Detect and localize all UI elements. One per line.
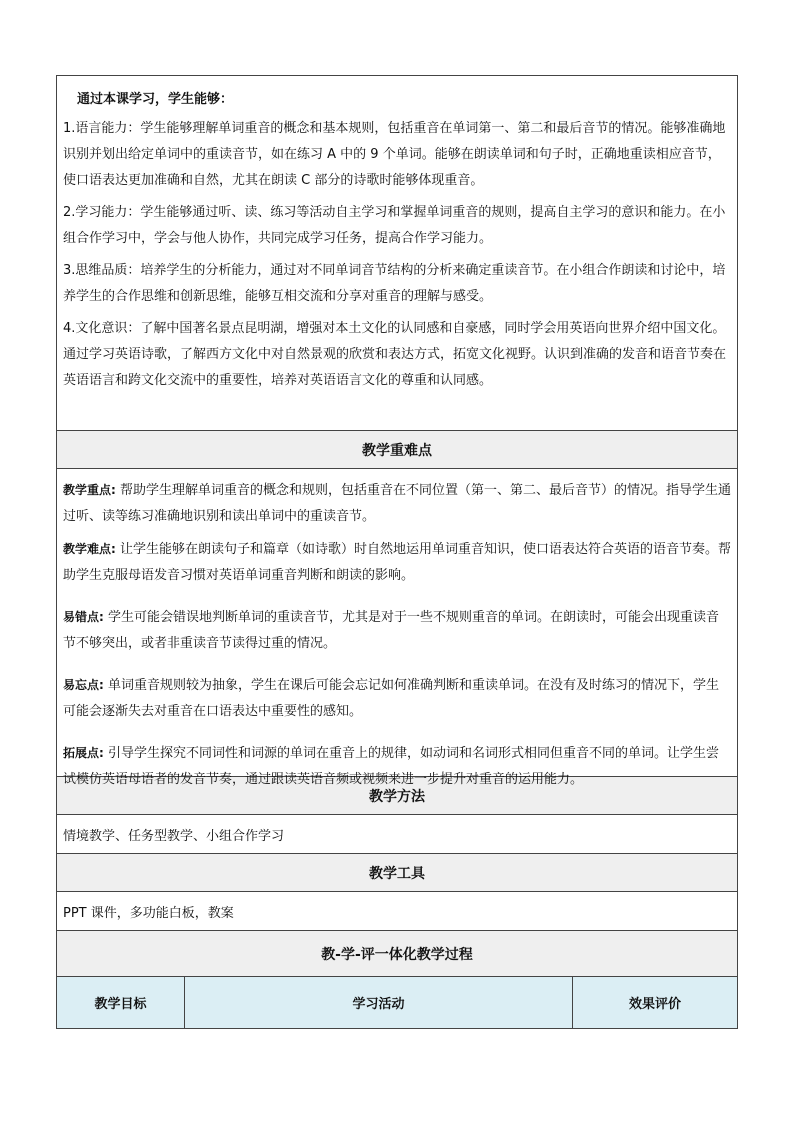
methods-heading: 教学方法 — [57, 777, 737, 815]
key-point-label: 教学重点: — [63, 483, 116, 497]
methods-value: 情境教学、任务型教学、小组合作学习 — [57, 815, 737, 854]
column-header-activity: 学习活动 — [185, 977, 573, 1028]
difficult-point-label: 教学难点: — [63, 542, 116, 556]
key-point — [63, 477, 731, 530]
difficult-point-text: 让学生能够在朗读句子和篇章（如诗歌）时自然地运用单词重音知识，使口语表达符合英语的语音节奏。帮助学生克服母语发音习惯对英语单词重音判断和朗读的影响。 — [63, 542, 731, 583]
process-heading: 教-学-评一体化教学过程 — [57, 931, 737, 977]
goal-language: 1.语言能力：学生能够理解单词重音的概念和基本规则，包括重音在单词第一、第二和最后音节的情况。能够准确地识别并划出给定单词中的重读音节，如在练习 A 中的 9 个单词。能够在朗读单词和句子时，正确地重读相应音节，使口语表达更加准确和自然，尤其在朗读 C 部分的诗歌时能够体现重音。 — [63, 121, 726, 188]
column-header-goal: 教学目标 — [57, 977, 185, 1028]
tools-heading: 教学工具 — [57, 854, 737, 892]
key-point-text: 帮助学生理解单词重音的概念和规则，包括重音在不同位置（第一、第二、最后音节）的情况。指导学生通过听、读等练习准确地识别和读出单词中的重读音节。 — [63, 483, 731, 524]
goal-culture: 4.文化意识：了解中国著名景点昆明湖，增强对本土文化的认同感和自豪感，同时学会用英语向世界介绍中国文化。通过学习英语诗歌，了解西方文化中对自然景观的欣赏和表达方式，拓宽文化视野。认识到准确的发音和语音节奏在英语语言和跨文化交流中的重要性，培养对英语语言文化的尊重和认同感。 — [63, 321, 727, 388]
error-prone-point — [63, 604, 731, 657]
extension-label: 拓展点: — [63, 746, 104, 760]
forgettable-label: 易忘点: — [63, 678, 104, 692]
column-header-evaluation: 效果评价 — [628, 997, 681, 1012]
goal-learning: 2.学习能力：学生能够通过听、读、练习等活动自主学习和掌握单词重音的规则，提高自主学习的意识和能力。在小组合作学习中，学会与他人协作，共同完成学习任务，提高合作学习能力。 — [63, 205, 726, 246]
goals-intro: 通过本课学习，学生能够： — [77, 92, 234, 107]
goal-thinking: 3.思维品质：培养学生的分析能力，通过对不同单词音节结构的分析来确定重读音节。在小组合作朗读和讨论中，培养学生的合作思维和创新思维，能够互相交流和分享对重音的理解与感受。 — [63, 263, 726, 304]
lesson-plan-table — [56, 75, 738, 1029]
error-prone-text: 学生可能会错误地判断单词的重读音节，尤其是对于一些不规则重音的单词。在朗读时，可能会出现重读音节不够突出，或者非重读音节读得过重的情况。 — [63, 610, 719, 651]
tools-value: PPT 课件，多功能白板，教案 — [57, 892, 737, 931]
difficult-point — [63, 536, 731, 589]
key-section-heading: 教学重难点 — [57, 431, 737, 469]
process-column-headers — [57, 977, 737, 1028]
forgettable-point — [63, 672, 731, 725]
key-section — [57, 469, 737, 787]
goals-section — [57, 76, 737, 431]
extension-text: 引导学生探究不同词性和词源的单词在重音上的规律，如动词和名词形式相同但重音不同的单词。让学生尝试模仿英语母语者的发音节奏，通过跟读英语音频或视频来进一步提升对重音的运用能力。 — [63, 746, 719, 787]
forgettable-text: 单词重音规则较为抽象，学生在课后可能会忘记如何准确判断和重读单词。在没有及时练习的情况下，学生可能会逐渐失去对重音在口语表达中重要性的感知。 — [63, 678, 719, 719]
error-prone-label: 易错点: — [63, 610, 104, 624]
